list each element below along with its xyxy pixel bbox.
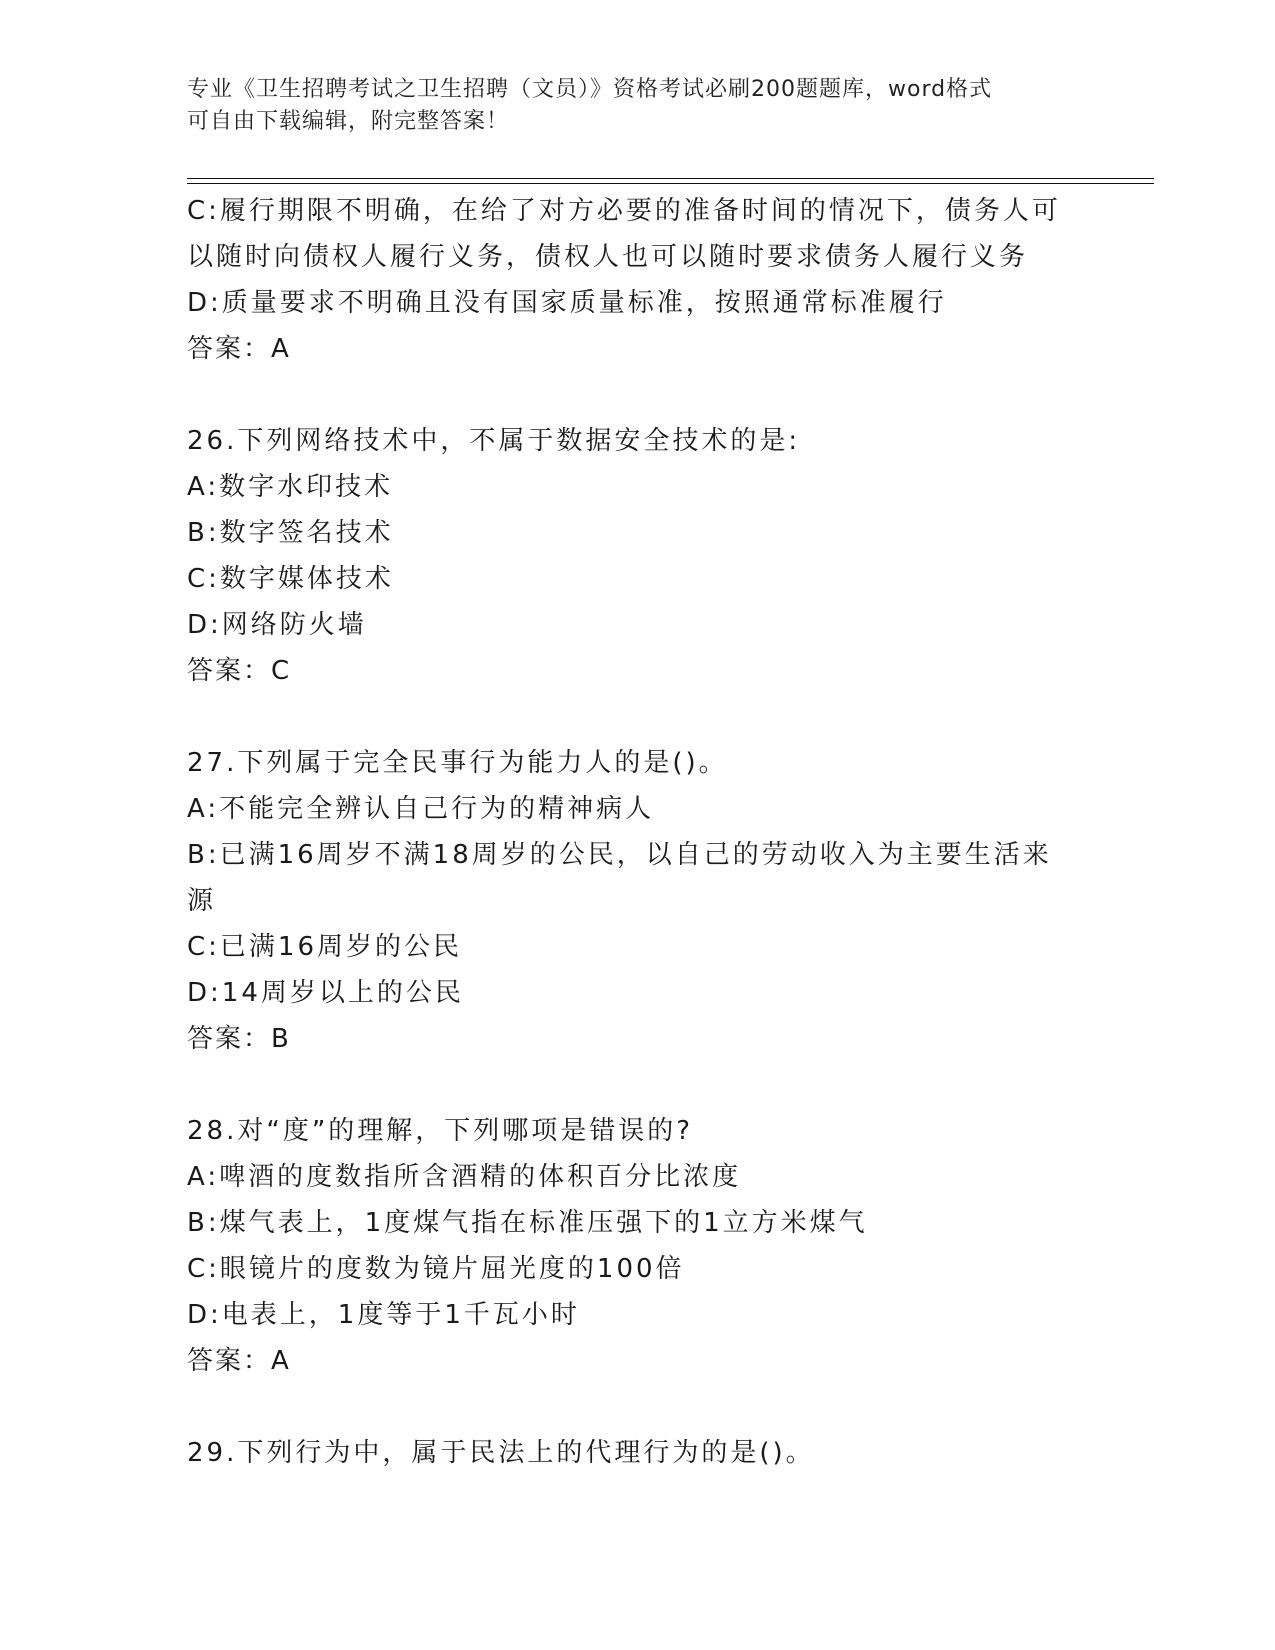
header-divider-bottom — [187, 183, 1154, 184]
option-d: D:质量要求不明确且没有国家质量标准，按照通常标准履行 — [187, 288, 947, 318]
document-body — [187, 188, 1087, 1476]
spacer — [187, 1384, 1087, 1430]
question-stem: 28.对“度”的理解，下列哪项是错误的? — [187, 1116, 694, 1146]
option-d: D:电表上，1度等于1千瓦小时 — [187, 1300, 580, 1330]
option-c-line-1: C:履行期限不明确，在给了对方必要的准备时间的情况下，债务人可 — [187, 196, 1061, 226]
option-d: D:14周岁以上的公民 — [187, 978, 464, 1008]
header-divider-top — [187, 178, 1154, 179]
question-28 — [187, 1108, 1087, 1384]
spacer — [187, 694, 1087, 740]
question-stem: 26.下列网络技术中，不属于数据安全技术的是: — [187, 426, 801, 456]
option-c: C:眼镜片的度数为镜片屈光度的100倍 — [187, 1254, 685, 1284]
option-c-line-2: 以随时向债权人履行义务，债权人也可以随时要求债务人履行义务 — [187, 242, 1029, 272]
question-stem: 29.下列行为中，属于民法上的代理行为的是()。 — [187, 1438, 815, 1468]
option-b: B:煤气表上，1度煤气指在标准压强下的1立方米煤气 — [187, 1208, 868, 1238]
question-stem: 27.下列属于完全民事行为能力人的是()。 — [187, 748, 728, 778]
spacer — [187, 372, 1087, 418]
answer-label: 答案：B — [187, 1024, 291, 1054]
page-header — [187, 74, 1067, 138]
spacer — [187, 1062, 1087, 1108]
header-line-2: 可自由下载编辑，附完整答案！ — [187, 109, 510, 134]
answer-label: 答案：A — [187, 334, 291, 364]
option-a: A:数字水印技术 — [187, 472, 394, 502]
option-c: C:已满16周岁的公民 — [187, 932, 462, 962]
question-25-fragment — [187, 188, 1087, 372]
option-a: A:不能完全辨认自己行为的精神病人 — [187, 794, 655, 824]
option-b-line-1: B:已满16周岁不满18周岁的公民，以自己的劳动收入为主要生活来 — [187, 840, 1052, 870]
question-26 — [187, 418, 1087, 694]
question-27 — [187, 740, 1087, 1062]
answer-label: 答案：A — [187, 1346, 291, 1376]
option-d: D:网络防火墙 — [187, 610, 367, 640]
question-29 — [187, 1430, 1087, 1476]
option-b: B:数字签名技术 — [187, 518, 394, 548]
answer-label: 答案：C — [187, 656, 292, 686]
option-b-line-2: 源 — [187, 886, 217, 916]
header-line-1: 专业《卫生招聘考试之卫生招聘（文员）》资格考试必刷200题题库，word格式 — [187, 77, 993, 102]
option-c: C:数字媒体技术 — [187, 564, 394, 594]
option-a: A:啤酒的度数指所含酒精的体积百分比浓度 — [187, 1162, 742, 1192]
